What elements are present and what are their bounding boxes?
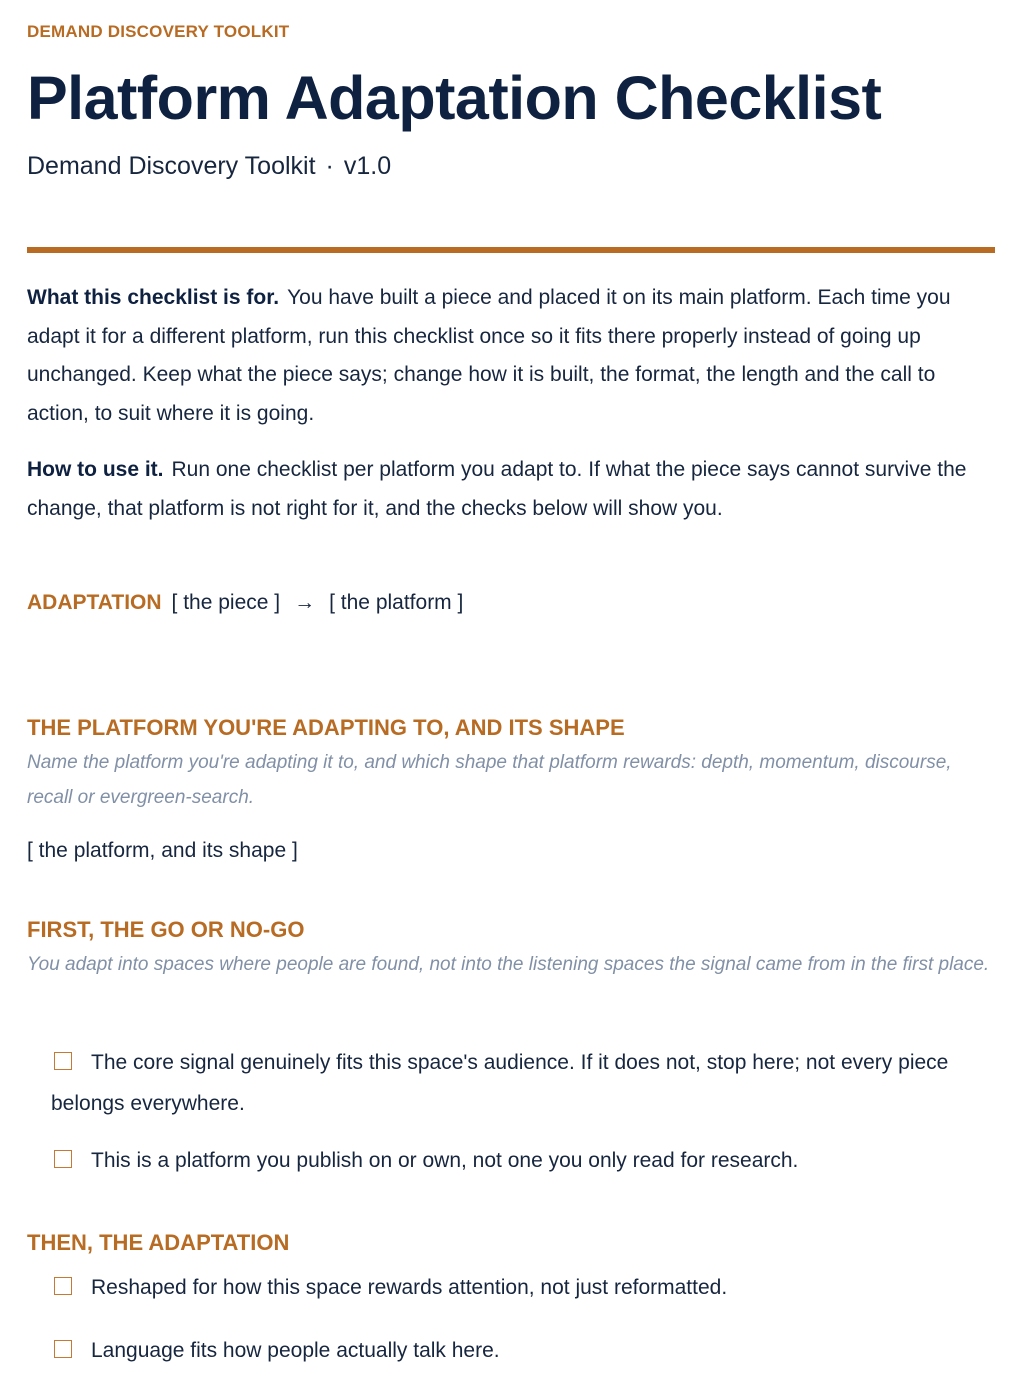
checkbox[interactable]	[54, 1277, 72, 1295]
section-heading-go-no-go: FIRST, THE GO OR NO-GO	[27, 917, 305, 942]
checklist-item	[51, 1330, 981, 1371]
subtitle-separator: ·	[325, 152, 334, 180]
piece-field[interactable]: [ the piece ]	[171, 591, 281, 614]
section-heading-platform: THE PLATFORM YOU'RE ADAPTING TO, AND ITS SHAPE	[27, 715, 625, 740]
usage-text: Run one checklist per platform you adapt to. If what the piece says cannot survive the change, that platform is not right for it, and the checks below will show you.	[27, 458, 967, 520]
checklist-item	[51, 1267, 981, 1308]
adaptation-label: ADAPTATION	[27, 591, 162, 614]
checklist-item	[51, 1042, 981, 1124]
section-heading-adaptation: THEN, THE ADAPTATION	[27, 1230, 290, 1255]
section-note-platform: Name the platform you're adapting it to, and which shape that platform rewards: depth, momentum, discourse, recall or evergreen-search.	[27, 752, 952, 808]
checkbox[interactable]	[54, 1052, 72, 1070]
purpose-paragraph	[27, 279, 995, 433]
section-note-go-no-go: You adapt into spaces where people are found, not into the listening spaces the signal came from in the first place.	[27, 954, 990, 975]
purpose-text: You have built a piece and placed it on its main platform. Each time you adapt it for a different platform, run this checklist once so it fits there properly instead of going up unchanged. Keep what the piece says; change how it is built, the format, the length and the call to action, to suit where it is going.	[27, 286, 951, 425]
toolkit-eyebrow: DEMAND DISCOVERY TOOLKIT	[27, 22, 290, 41]
checklist-item	[51, 1140, 981, 1181]
adaptation-line	[27, 588, 463, 618]
page-title: Platform Adaptation Checklist	[27, 64, 882, 132]
header-divider	[27, 247, 995, 253]
checklist-item-text: Language fits how people actually talk here.	[91, 1339, 500, 1362]
usage-paragraph	[27, 451, 995, 528]
platform-field[interactable]: [ the platform ]	[329, 591, 464, 614]
checkbox[interactable]	[54, 1340, 72, 1358]
subtitle-version: v1.0	[343, 152, 392, 180]
subtitle-toolkit-name: Demand Discovery Toolkit	[27, 152, 316, 180]
checklist-item-text: Reshaped for how this space rewards attention, not just reformatted.	[91, 1276, 728, 1299]
arrow-right-icon: →	[294, 591, 316, 614]
checklist-item-text: This is a platform you publish on or own, not one you only read for research.	[91, 1149, 799, 1172]
page-subtitle	[27, 150, 391, 182]
usage-lead: How to use it.	[27, 458, 164, 481]
checkbox[interactable]	[54, 1150, 72, 1168]
checklist-item-text: The core signal genuinely fits this space's audience. If it does not, stop here; not every piece belongs everywhere.	[51, 1051, 949, 1115]
purpose-lead: What this checklist is for.	[27, 286, 280, 309]
platform-shape-field[interactable]: [ the platform, and its shape ]	[27, 839, 298, 862]
